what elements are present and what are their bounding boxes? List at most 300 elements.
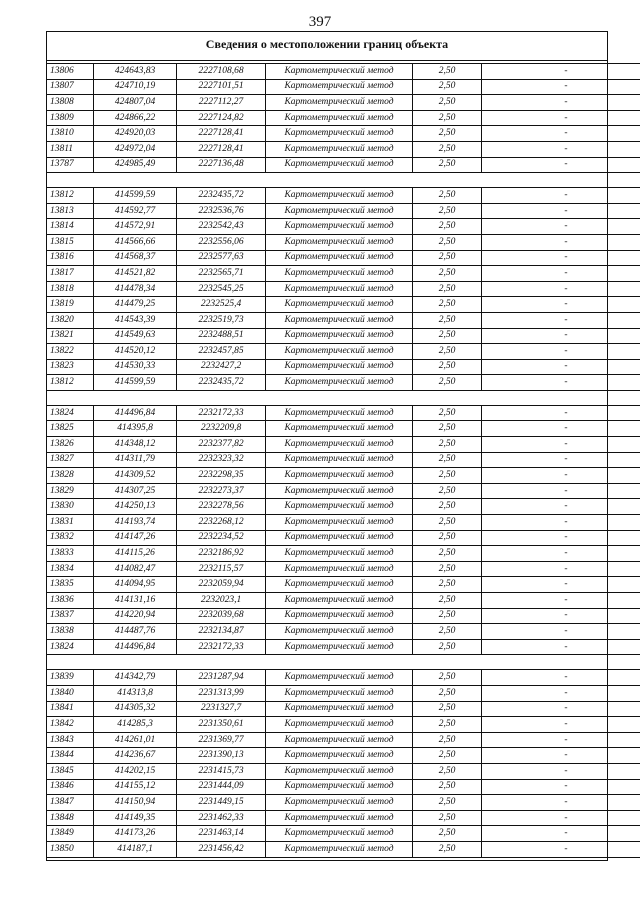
- point-number-cell: 13836: [47, 593, 94, 609]
- point-number-cell: 13818: [47, 281, 94, 297]
- coord-x-cell: 414261,01: [94, 732, 177, 748]
- method-cell: Картометрический метод: [266, 157, 413, 173]
- coord-y-cell: 2231449,15: [177, 795, 266, 811]
- title-divider: [46, 60, 608, 61]
- point-number-cell: 13787: [47, 157, 94, 173]
- method-cell: Картометрический метод: [266, 375, 413, 391]
- accuracy-cell: 2,50: [413, 685, 482, 701]
- accuracy-cell: 2,50: [413, 593, 482, 609]
- point-number-cell: 13850: [47, 841, 94, 857]
- coord-x-cell: 414566,66: [94, 234, 177, 250]
- method-cell: Картометрический метод: [266, 515, 413, 531]
- coord-x-cell: 414173,26: [94, 826, 177, 842]
- method-cell: Картометрический метод: [266, 608, 413, 624]
- coord-x-cell: 414487,76: [94, 624, 177, 640]
- table-row: [47, 530, 640, 546]
- coord-x-cell: 414131,16: [94, 593, 177, 609]
- table-row: [47, 79, 640, 95]
- coord-y-cell: 2232134,87: [177, 624, 266, 640]
- note-cell: -: [482, 405, 640, 421]
- coord-x-cell: 424643,83: [94, 64, 177, 80]
- point-number-cell: 13832: [47, 530, 94, 546]
- point-number-cell: 13847: [47, 795, 94, 811]
- method-cell: Картометрический метод: [266, 639, 413, 655]
- table-row: [47, 157, 640, 173]
- point-number-cell: 13839: [47, 670, 94, 686]
- coord-x-cell: 414094,95: [94, 577, 177, 593]
- note-cell: -: [482, 468, 640, 484]
- point-number-cell: 13843: [47, 732, 94, 748]
- accuracy-cell: 2,50: [413, 110, 482, 126]
- coord-y-cell: 2227136,48: [177, 157, 266, 173]
- method-cell: Картометрический метод: [266, 468, 413, 484]
- table-row: [47, 250, 640, 266]
- accuracy-cell: 2,50: [413, 328, 482, 344]
- point-number-cell: 13824: [47, 405, 94, 421]
- accuracy-cell: 2,50: [413, 608, 482, 624]
- coord-y-cell: 2232577,63: [177, 250, 266, 266]
- point-number-cell: 13844: [47, 748, 94, 764]
- note-cell: -: [482, 375, 640, 391]
- note-cell: -: [482, 234, 640, 250]
- coord-x-cell: 424985,49: [94, 157, 177, 173]
- note-cell: -: [482, 297, 640, 313]
- accuracy-cell: 2,50: [413, 795, 482, 811]
- page-number: 397: [308, 14, 332, 30]
- coord-y-cell: 2227112,27: [177, 95, 266, 111]
- coord-y-cell: 2231369,77: [177, 732, 266, 748]
- accuracy-cell: 2,50: [413, 421, 482, 437]
- point-number-cell: 13815: [47, 234, 94, 250]
- note-cell: -: [482, 561, 640, 577]
- note-cell: -: [482, 64, 640, 80]
- coord-x-cell: 414311,79: [94, 452, 177, 468]
- accuracy-cell: 2,50: [413, 157, 482, 173]
- point-number-cell: 13824: [47, 639, 94, 655]
- coord-x-cell: 414193,74: [94, 515, 177, 531]
- note-cell: -: [482, 266, 640, 282]
- coord-y-cell: 2232115,57: [177, 561, 266, 577]
- note-cell: -: [482, 717, 640, 733]
- method-cell: Картометрический метод: [266, 530, 413, 546]
- coord-y-cell: 2232377,82: [177, 437, 266, 453]
- coord-y-cell: 2232059,94: [177, 577, 266, 593]
- coord-y-cell: 2231444,09: [177, 779, 266, 795]
- point-number-cell: 13827: [47, 452, 94, 468]
- coord-x-cell: 414496,84: [94, 639, 177, 655]
- table-row: [47, 499, 640, 515]
- coord-y-cell: 2232298,35: [177, 468, 266, 484]
- accuracy-cell: 2,50: [413, 841, 482, 857]
- note-cell: -: [482, 639, 640, 655]
- accuracy-cell: 2,50: [413, 748, 482, 764]
- point-number-cell: 13806: [47, 64, 94, 80]
- coord-x-cell: 414348,12: [94, 437, 177, 453]
- method-cell: Картометрический метод: [266, 219, 413, 235]
- method-cell: Картометрический метод: [266, 810, 413, 826]
- point-number-cell: 13842: [47, 717, 94, 733]
- accuracy-cell: 2,50: [413, 701, 482, 717]
- method-cell: Картометрический метод: [266, 795, 413, 811]
- method-cell: Картометрический метод: [266, 763, 413, 779]
- table-row: [47, 375, 640, 391]
- accuracy-cell: 2,50: [413, 312, 482, 328]
- coord-y-cell: 2231456,42: [177, 841, 266, 857]
- table-row: [47, 577, 640, 593]
- coord-y-cell: 2227108,68: [177, 64, 266, 80]
- table-row: [47, 639, 640, 655]
- note-cell: -: [482, 157, 640, 173]
- method-cell: Картометрический метод: [266, 405, 413, 421]
- method-cell: Картометрический метод: [266, 250, 413, 266]
- note-cell: -: [482, 499, 640, 515]
- table-row: [47, 405, 640, 421]
- coord-x-cell: 414496,84: [94, 405, 177, 421]
- point-number-cell: 13822: [47, 344, 94, 360]
- coord-y-cell: 2232234,52: [177, 530, 266, 546]
- method-cell: Картометрический метод: [266, 577, 413, 593]
- point-number-cell: 13841: [47, 701, 94, 717]
- accuracy-cell: 2,50: [413, 530, 482, 546]
- table-row: [47, 826, 640, 842]
- coord-y-cell: 2227101,51: [177, 79, 266, 95]
- point-number-cell: 13830: [47, 499, 94, 515]
- coord-x-cell: 414599,59: [94, 188, 177, 204]
- table-row: [47, 110, 640, 126]
- point-number-cell: 13819: [47, 297, 94, 313]
- method-cell: Картометрический метод: [266, 779, 413, 795]
- table-row: [47, 359, 640, 375]
- note-cell: -: [482, 530, 640, 546]
- accuracy-cell: 2,50: [413, 670, 482, 686]
- method-cell: Картометрический метод: [266, 297, 413, 313]
- accuracy-cell: 2,50: [413, 359, 482, 375]
- coord-x-cell: 414147,26: [94, 530, 177, 546]
- method-cell: Картометрический метод: [266, 95, 413, 111]
- note-cell: -: [482, 126, 640, 142]
- table-row: [47, 141, 640, 157]
- coord-x-cell: 424972,04: [94, 141, 177, 157]
- note-cell: -: [482, 608, 640, 624]
- accuracy-cell: 2,50: [413, 763, 482, 779]
- point-number-cell: 13826: [47, 437, 94, 453]
- table-row: [47, 515, 640, 531]
- coord-y-cell: 2231415,73: [177, 763, 266, 779]
- point-number-cell: 13845: [47, 763, 94, 779]
- coord-x-cell: 414150,94: [94, 795, 177, 811]
- accuracy-cell: 2,50: [413, 732, 482, 748]
- coord-y-cell: 2227128,41: [177, 126, 266, 142]
- accuracy-cell: 2,50: [413, 297, 482, 313]
- point-number-cell: 13810: [47, 126, 94, 142]
- point-number-cell: 13833: [47, 546, 94, 562]
- point-number-cell: 13831: [47, 515, 94, 531]
- note-cell: -: [482, 515, 640, 531]
- note-cell: -: [482, 577, 640, 593]
- table-row: [47, 421, 640, 437]
- method-cell: Картометрический метод: [266, 421, 413, 437]
- accuracy-cell: 2,50: [413, 405, 482, 421]
- method-cell: Картометрический метод: [266, 188, 413, 204]
- point-number-cell: 13812: [47, 188, 94, 204]
- table-row: [47, 841, 640, 857]
- point-number-cell: 13849: [47, 826, 94, 842]
- table-row: [47, 188, 640, 204]
- table-row: [47, 701, 640, 717]
- accuracy-cell: 2,50: [413, 266, 482, 282]
- coord-y-cell: 2232565,71: [177, 266, 266, 282]
- note-cell: -: [482, 344, 640, 360]
- coord-y-cell: 2231390,13: [177, 748, 266, 764]
- coord-y-cell: 2232273,37: [177, 483, 266, 499]
- table-title: Сведения о местоположении границ объекта: [205, 37, 449, 51]
- coord-x-cell: 414250,13: [94, 499, 177, 515]
- coord-x-cell: 414313,8: [94, 685, 177, 701]
- table-row: [47, 779, 640, 795]
- coord-x-cell: 414307,25: [94, 483, 177, 499]
- coord-x-cell: 414202,15: [94, 763, 177, 779]
- table-row: [47, 266, 640, 282]
- note-cell: -: [482, 359, 640, 375]
- method-cell: Картометрический метод: [266, 359, 413, 375]
- point-number-cell: 13829: [47, 483, 94, 499]
- method-cell: Картометрический метод: [266, 670, 413, 686]
- coord-x-cell: 424710,19: [94, 79, 177, 95]
- note-cell: -: [482, 763, 640, 779]
- coord-x-cell: 424920,03: [94, 126, 177, 142]
- coord-y-cell: 2232209,8: [177, 421, 266, 437]
- accuracy-cell: 2,50: [413, 779, 482, 795]
- accuracy-cell: 2,50: [413, 141, 482, 157]
- method-cell: Картометрический метод: [266, 826, 413, 842]
- note-cell: -: [482, 203, 640, 219]
- method-cell: Картометрический метод: [266, 593, 413, 609]
- coord-y-cell: 2232556,06: [177, 234, 266, 250]
- table-row: [47, 452, 640, 468]
- method-cell: Картометрический метод: [266, 64, 413, 80]
- note-cell: -: [482, 452, 640, 468]
- coord-y-cell: 2232488,51: [177, 328, 266, 344]
- note-cell: -: [482, 421, 640, 437]
- note-cell: -: [482, 483, 640, 499]
- table-row: [47, 64, 640, 80]
- coord-x-cell: 414342,79: [94, 670, 177, 686]
- coord-x-cell: 414530,33: [94, 359, 177, 375]
- coord-y-cell: 2231327,7: [177, 701, 266, 717]
- method-cell: Картометрический метод: [266, 203, 413, 219]
- point-number-cell: 13838: [47, 624, 94, 640]
- coord-x-cell: 424807,04: [94, 95, 177, 111]
- coord-x-cell: 414115,26: [94, 546, 177, 562]
- note-cell: -: [482, 624, 640, 640]
- coord-y-cell: 2232542,43: [177, 219, 266, 235]
- coord-y-cell: 2232039,68: [177, 608, 266, 624]
- method-cell: Картометрический метод: [266, 499, 413, 515]
- coord-x-cell: 414082,47: [94, 561, 177, 577]
- point-number-cell: 13825: [47, 421, 94, 437]
- coord-x-cell: 414236,67: [94, 748, 177, 764]
- point-number-cell: 13814: [47, 219, 94, 235]
- table-row: [47, 203, 640, 219]
- point-number-cell: 13848: [47, 810, 94, 826]
- point-number-cell: 13846: [47, 779, 94, 795]
- point-number-cell: 13811: [47, 141, 94, 157]
- accuracy-cell: 2,50: [413, 577, 482, 593]
- table-row: [47, 328, 640, 344]
- note-cell: -: [482, 732, 640, 748]
- block-separator: [47, 390, 640, 405]
- point-number-cell: 13820: [47, 312, 94, 328]
- method-cell: Картометрический метод: [266, 546, 413, 562]
- table-row: [47, 732, 640, 748]
- point-number-cell: 13821: [47, 328, 94, 344]
- coord-x-cell: 414309,52: [94, 468, 177, 484]
- table-row: [47, 561, 640, 577]
- method-cell: Картометрический метод: [266, 561, 413, 577]
- coord-x-cell: 414520,12: [94, 344, 177, 360]
- point-number-cell: 13823: [47, 359, 94, 375]
- coord-y-cell: 2232536,76: [177, 203, 266, 219]
- note-cell: -: [482, 219, 640, 235]
- coord-y-cell: 2232172,33: [177, 405, 266, 421]
- coord-y-cell: 2231350,61: [177, 717, 266, 733]
- note-cell: -: [482, 779, 640, 795]
- block-separator: [47, 173, 640, 188]
- accuracy-cell: 2,50: [413, 281, 482, 297]
- table-row: [47, 281, 640, 297]
- coord-x-cell: 414285,3: [94, 717, 177, 733]
- method-cell: Картометрический метод: [266, 685, 413, 701]
- method-cell: Картометрический метод: [266, 452, 413, 468]
- coord-y-cell: 2232023,1: [177, 593, 266, 609]
- table-row: [47, 468, 640, 484]
- coord-y-cell: 2231287,94: [177, 670, 266, 686]
- accuracy-cell: 2,50: [413, 717, 482, 733]
- table-row: [47, 593, 640, 609]
- accuracy-cell: 2,50: [413, 126, 482, 142]
- accuracy-cell: 2,50: [413, 561, 482, 577]
- note-cell: -: [482, 437, 640, 453]
- accuracy-cell: 2,50: [413, 624, 482, 640]
- accuracy-cell: 2,50: [413, 375, 482, 391]
- method-cell: Картометрический метод: [266, 110, 413, 126]
- coord-y-cell: 2231463,14: [177, 826, 266, 842]
- coord-y-cell: 2231462,33: [177, 810, 266, 826]
- accuracy-cell: 2,50: [413, 250, 482, 266]
- coord-y-cell: 2232323,32: [177, 452, 266, 468]
- point-number-cell: 13834: [47, 561, 94, 577]
- method-cell: Картометрический метод: [266, 79, 413, 95]
- table-row: [47, 95, 640, 111]
- note-cell: -: [482, 79, 640, 95]
- coord-y-cell: 2232525,4: [177, 297, 266, 313]
- accuracy-cell: 2,50: [413, 64, 482, 80]
- table-row: [47, 624, 640, 640]
- accuracy-cell: 2,50: [413, 826, 482, 842]
- table-row: [47, 297, 640, 313]
- method-cell: Картометрический метод: [266, 126, 413, 142]
- table-row: [47, 126, 640, 142]
- boundary-points-table: [46, 63, 640, 858]
- table-row: [47, 437, 640, 453]
- note-cell: -: [482, 795, 640, 811]
- point-number-cell: 13840: [47, 685, 94, 701]
- note-cell: -: [482, 141, 640, 157]
- accuracy-cell: 2,50: [413, 810, 482, 826]
- method-cell: Картометрический метод: [266, 701, 413, 717]
- coord-x-cell: 414479,25: [94, 297, 177, 313]
- note-cell: -: [482, 95, 640, 111]
- coord-x-cell: 414572,91: [94, 219, 177, 235]
- coord-y-cell: 2232278,56: [177, 499, 266, 515]
- table-row: [47, 608, 640, 624]
- point-number-cell: 13828: [47, 468, 94, 484]
- accuracy-cell: 2,50: [413, 468, 482, 484]
- coord-x-cell: 414592,77: [94, 203, 177, 219]
- coord-x-cell: 414155,12: [94, 779, 177, 795]
- point-number-cell: 13813: [47, 203, 94, 219]
- note-cell: -: [482, 312, 640, 328]
- point-number-cell: 13816: [47, 250, 94, 266]
- coord-x-cell: 414549,63: [94, 328, 177, 344]
- coord-x-cell: 414305,32: [94, 701, 177, 717]
- coord-y-cell: 2232457,85: [177, 344, 266, 360]
- accuracy-cell: 2,50: [413, 437, 482, 453]
- accuracy-cell: 2,50: [413, 499, 482, 515]
- note-cell: -: [482, 110, 640, 126]
- accuracy-cell: 2,50: [413, 483, 482, 499]
- method-cell: Картометрический метод: [266, 717, 413, 733]
- coord-x-cell: 414220,94: [94, 608, 177, 624]
- coord-y-cell: 2232427,2: [177, 359, 266, 375]
- coord-y-cell: 2231313,99: [177, 685, 266, 701]
- method-cell: Картометрический метод: [266, 748, 413, 764]
- coord-x-cell: 414395,8: [94, 421, 177, 437]
- note-cell: -: [482, 546, 640, 562]
- coord-y-cell: 2232172,33: [177, 639, 266, 655]
- coord-y-cell: 2227124,82: [177, 110, 266, 126]
- accuracy-cell: 2,50: [413, 203, 482, 219]
- table-row: [47, 344, 640, 360]
- note-cell: -: [482, 701, 640, 717]
- accuracy-cell: 2,50: [413, 234, 482, 250]
- coord-x-cell: 414187,1: [94, 841, 177, 857]
- coord-x-cell: 414478,34: [94, 281, 177, 297]
- method-cell: Картометрический метод: [266, 732, 413, 748]
- note-cell: -: [482, 250, 640, 266]
- note-cell: -: [482, 748, 640, 764]
- method-cell: Картометрический метод: [266, 266, 413, 282]
- accuracy-cell: 2,50: [413, 79, 482, 95]
- coord-y-cell: 2232545,25: [177, 281, 266, 297]
- accuracy-cell: 2,50: [413, 219, 482, 235]
- table-row: [47, 810, 640, 826]
- table-row: [47, 748, 640, 764]
- point-number-cell: 13812: [47, 375, 94, 391]
- method-cell: Картометрический метод: [266, 437, 413, 453]
- accuracy-cell: 2,50: [413, 344, 482, 360]
- accuracy-cell: 2,50: [413, 639, 482, 655]
- accuracy-cell: 2,50: [413, 515, 482, 531]
- method-cell: Картометрический метод: [266, 624, 413, 640]
- coord-x-cell: 414568,37: [94, 250, 177, 266]
- method-cell: Картометрический метод: [266, 141, 413, 157]
- note-cell: -: [482, 670, 640, 686]
- note-cell: -: [482, 685, 640, 701]
- coord-x-cell: 414149,35: [94, 810, 177, 826]
- point-number-cell: 13817: [47, 266, 94, 282]
- coord-x-cell: 414521,82: [94, 266, 177, 282]
